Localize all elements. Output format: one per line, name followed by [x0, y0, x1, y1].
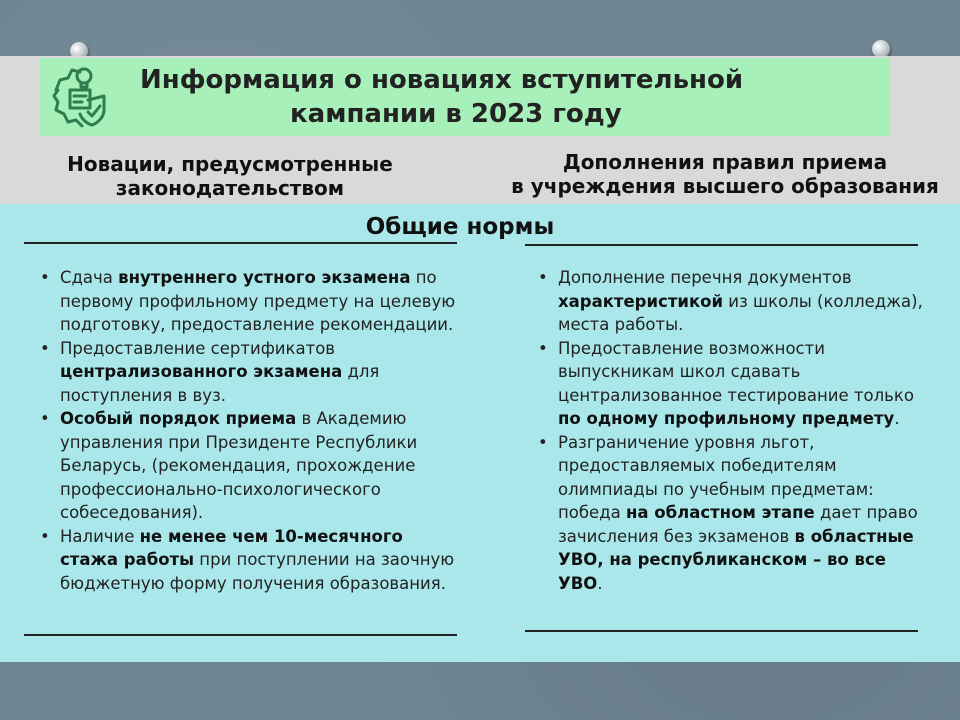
divider-line: [24, 634, 457, 636]
item-text: из школы (колледжа), места работы.: [558, 291, 923, 334]
emphasized-text: внутреннего устного экзамена: [118, 268, 411, 287]
item-text: дает право зачисления без экзаменов: [558, 503, 918, 546]
right-bullet-list: [538, 266, 928, 595]
left-bullet-list: [40, 266, 460, 595]
emphasized-text: на областном этапе: [625, 503, 815, 522]
list-item: [538, 431, 928, 596]
item-text: для поступления в вуз.: [60, 362, 380, 405]
item-text: в Академию управления при Президенте Республики Беларусь, (рекомендация, прохождение профессионально-психологического собеседования).: [60, 409, 418, 522]
list-item: [40, 266, 460, 337]
left-column-header-line: Новации, предусмотренные: [67, 152, 393, 176]
list-item: [538, 266, 928, 337]
gear-lightbulb-shield-icon: [50, 62, 114, 132]
emphasized-text: не менее чем 10-месячного стажа работы: [60, 526, 403, 569]
title-box: [40, 58, 890, 136]
item-text: Предоставление сертификатов: [60, 338, 336, 358]
right-column-header: [490, 150, 960, 198]
item-text: Сдача: [60, 268, 119, 287]
list-item: [538, 337, 928, 431]
item-text: Наличие: [60, 526, 140, 546]
list-item: [40, 337, 460, 408]
emphasized-text: централизованного экзамена: [60, 362, 343, 381]
item-text: Дополнение перечня документов: [558, 268, 852, 287]
divider-line: [525, 630, 918, 632]
emphasized-text: по одному профильному предмету: [558, 409, 895, 428]
item-text: .: [597, 573, 603, 593]
item-text: при поступлении на заочную бюджетную форму получения образования.: [60, 550, 455, 593]
item-text: Разграничение уровня льгот, предоставляемых победителям олимпиады по учебным предметам: победа: [558, 432, 874, 522]
item-text: .: [894, 409, 900, 428]
page-title-line-1: Информация о новациях вступительной: [140, 65, 744, 95]
right-column-header-line: в учреждения высшего образования: [511, 174, 939, 198]
emphasized-text: в областные УВО, на республиканском – во все УВО: [558, 526, 914, 593]
right-column-header-line: Дополнения правил приема: [562, 150, 888, 174]
left-column-header: [40, 152, 420, 200]
list-item: [40, 525, 460, 596]
divider-line: [24, 242, 457, 244]
left-column-header-line: законодательством: [115, 176, 345, 200]
item-text: Предоставление возможности выпускникам школ сдавать централизованное тестирование только: [558, 338, 914, 405]
emphasized-text: характеристикой: [558, 291, 724, 311]
page-title-line-2: кампании в 2023 году: [290, 99, 622, 129]
item-text: по первому профильному предмету на целевую подготовку, предоставление рекомендации.: [60, 268, 456, 334]
divider-line: [525, 244, 918, 246]
slide-sheet: [0, 56, 960, 662]
emphasized-text: Особый порядок приема: [60, 409, 297, 428]
section-title: Общие нормы: [365, 214, 555, 240]
list-item: [40, 407, 460, 525]
